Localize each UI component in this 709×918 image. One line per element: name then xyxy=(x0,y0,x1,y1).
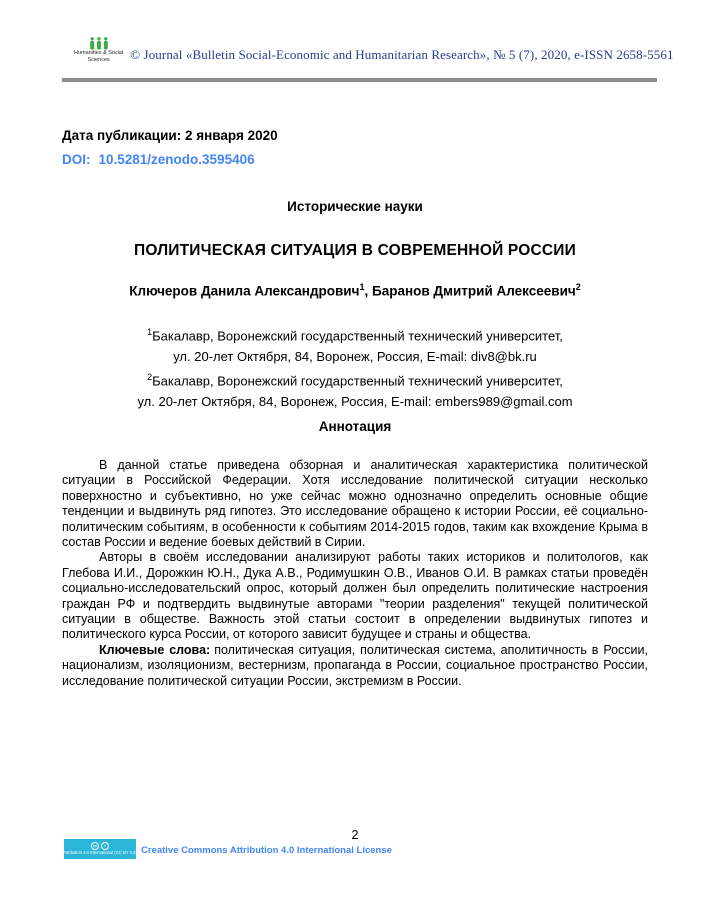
authors-line xyxy=(62,282,648,299)
cc-badge-caption: Attribution 4.0 International (CC BY 4.0) xyxy=(63,850,137,856)
section-heading: Исторические науки xyxy=(287,199,423,214)
abstract-body xyxy=(62,458,648,689)
affiliation-1-sup: 1 xyxy=(147,327,153,337)
journal-title-line: © Journal «Bulletin Social-Economic and Humanitarian Research», № 5 (7), 2020, e-ISSN 2658-5561 xyxy=(130,46,674,62)
doi-link[interactable]: 10.5281/zenodo.3595406 xyxy=(98,152,255,167)
author-2-name: Баранов Дмитрий Алексеевич xyxy=(371,283,576,299)
doi-line xyxy=(62,152,278,167)
publication-date xyxy=(62,128,278,143)
keywords-label: Ключевые слова: xyxy=(99,642,211,657)
affiliation-1-line2: ул. 20-лет Октября, 84, Воронеж, Россия, E-mail: div8@bk.ru xyxy=(173,348,537,364)
affiliation-2-line2: ул. 20-лет Октября, 84, Воронеж, Россия, E-mail: embers989@gmail.com xyxy=(137,394,573,410)
author-2-sup: 2 xyxy=(575,282,581,292)
journal-header xyxy=(74,37,674,64)
affiliation-1-line1 xyxy=(62,322,648,347)
affiliation-2-sup: 2 xyxy=(147,372,153,383)
cc-license-link[interactable]: Creative Commons Attribution 4.0 International License xyxy=(141,845,392,856)
abstract-heading: Аннотация xyxy=(318,419,392,434)
keywords-paragraph xyxy=(62,643,648,689)
abstract-paragraph-2: Авторы в своём исследовании анализируют работы таких историков и политологов, как Глебова И.И., Дорожкин Ю.Н., Дука А.В., Родимушкин О.В., Иванов О.И. В рамках статьи проведён социально-исследовательский опрос, который должен был определить политические настроения граждан РФ и подтвердить выдвинутые авторами "теории разделения" текущей политической ситуации в обществе. Важность этой статьи состоит в определении выдвинутых гипотез и политического курса России, от которого зависит будущее и страны и общества. xyxy=(62,550,648,642)
affiliation-1-text: Бакалавр, Воронежский государственный технический университет, xyxy=(152,328,563,344)
author-1-sup: 1 xyxy=(359,282,365,292)
page-number: 2 xyxy=(351,828,359,842)
affiliation-2-text: Бакалавр, Воронежский государственный технический университет, xyxy=(152,373,563,389)
affiliation-2-line1 xyxy=(62,367,648,392)
article-title: ПОЛИТИЧЕСКАЯ СИТУАЦИЯ В СОВРЕМЕННОЙ РОССИИ xyxy=(134,242,576,259)
logo-caption-line2: Sciences xyxy=(87,56,110,63)
doi-label: DOI: xyxy=(62,152,91,167)
author-1-name: Ключеров Данила Александрович xyxy=(129,283,360,299)
publication-date-value: 2 января 2020 xyxy=(184,128,278,143)
keywords-text: политическая ситуация, политическая система, аполитичность в России, национализм, изоляционизм, вестернизм, пропаганда в России, социальное пространство России, исследование политической ситуации России, экстремизм в России. xyxy=(62,642,648,688)
cc-by-badge[interactable] xyxy=(64,839,136,859)
logo-caption-line1: Humanities & Social xyxy=(74,50,124,56)
abstract-paragraph-1: В данной статье приведена обзорная и аналитическая характеристика политической ситуации в Российской Федерации. Хотя исследование политической ситуации несколько поверхностно и субъективно, но уже сейчас можно однозначно определить основные общие тенденции и выдвинуть ряд гипотез. Это исследование обращено к истории России, её социально-политическим событиям, в особенности к событиям 2014-2015 годов, таким как вхождение Крыма в состав России и ведение боевых действий в Сирии. xyxy=(62,458,648,550)
publication-date-label: Дата публикации: xyxy=(62,128,182,143)
journal-logo xyxy=(74,37,123,64)
header-divider xyxy=(62,78,657,82)
publication-meta xyxy=(62,128,278,167)
cc-by-icons xyxy=(91,842,109,850)
affiliations-block xyxy=(62,322,648,413)
authors-separator: , xyxy=(364,283,372,299)
by-person-icon: i xyxy=(101,842,109,850)
logo-caption xyxy=(74,50,123,64)
cc-icon: cc xyxy=(91,842,99,850)
people-icon xyxy=(89,37,109,50)
